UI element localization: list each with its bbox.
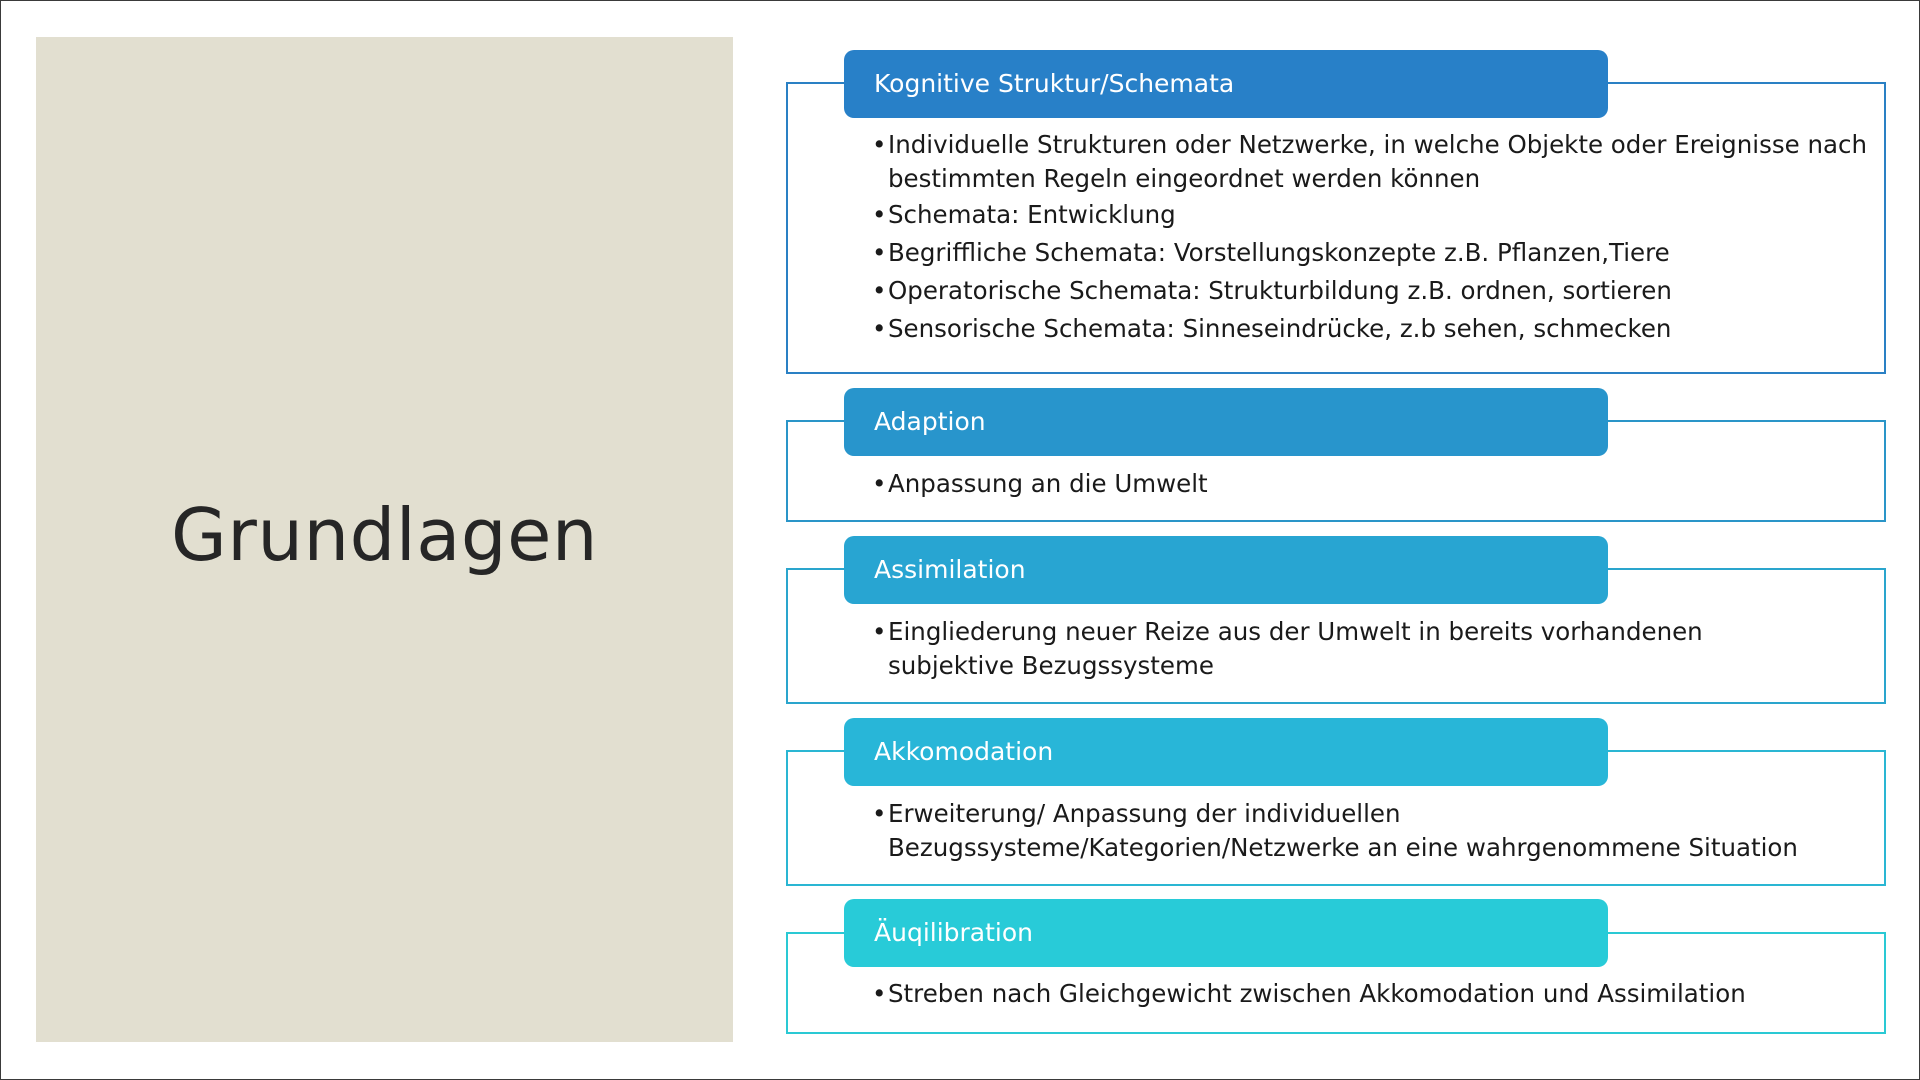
section-header[interactable]: Kognitive Struktur/Schemata — [844, 50, 1608, 118]
bullet-list — [872, 615, 1732, 687]
bullet-item[interactable]: • Sensorische Schemata: Sinneseindrücke, z.b sehen, schmecken — [872, 312, 1872, 346]
bullet-list — [872, 128, 1872, 350]
section-header[interactable]: Adaption — [844, 388, 1608, 456]
bullet-item[interactable]: • Streben nach Gleichgewicht zwischen Akkomodation und Assimilation — [872, 977, 1872, 1011]
slide-title[interactable]: Grundlagen — [170, 493, 599, 577]
bullet-item[interactable]: • Operatorische Schemata: Strukturbildung z.B. ordnen, sortieren — [872, 274, 1872, 308]
bullet-item[interactable]: • Eingliederung neuer Reize aus der Umwelt in bereits vorhandenen subjektive Bezugssysteme — [872, 615, 1732, 683]
bullet-list — [872, 977, 1872, 1015]
section-header[interactable]: Akkomodation — [844, 718, 1608, 786]
section-header[interactable]: Assimilation — [844, 536, 1608, 604]
bullet-item[interactable]: • Anpassung an die Umwelt — [872, 467, 1872, 501]
bullet-list — [872, 467, 1872, 505]
bullet-item[interactable]: • Erweiterung/ Anpassung der individuellen Bezugssysteme/Kategorien/Netzwerke an eine wahrgenommene Situation — [872, 797, 1872, 865]
bullet-item[interactable]: • Schemata: Entwicklung — [872, 198, 1872, 232]
bullet-item[interactable]: • Individuelle Strukturen oder Netzwerke, in welche Objekte oder Ereignisse nach bestimmten Regeln eingeordnet werden können — [872, 128, 1872, 196]
bullet-item[interactable]: • Begriffliche Schemata: Vorstellungskonzepte z.B. Pflanzen,Tiere — [872, 236, 1872, 270]
section-header[interactable]: Äuqilibration — [844, 899, 1608, 967]
bullet-list — [872, 797, 1872, 869]
